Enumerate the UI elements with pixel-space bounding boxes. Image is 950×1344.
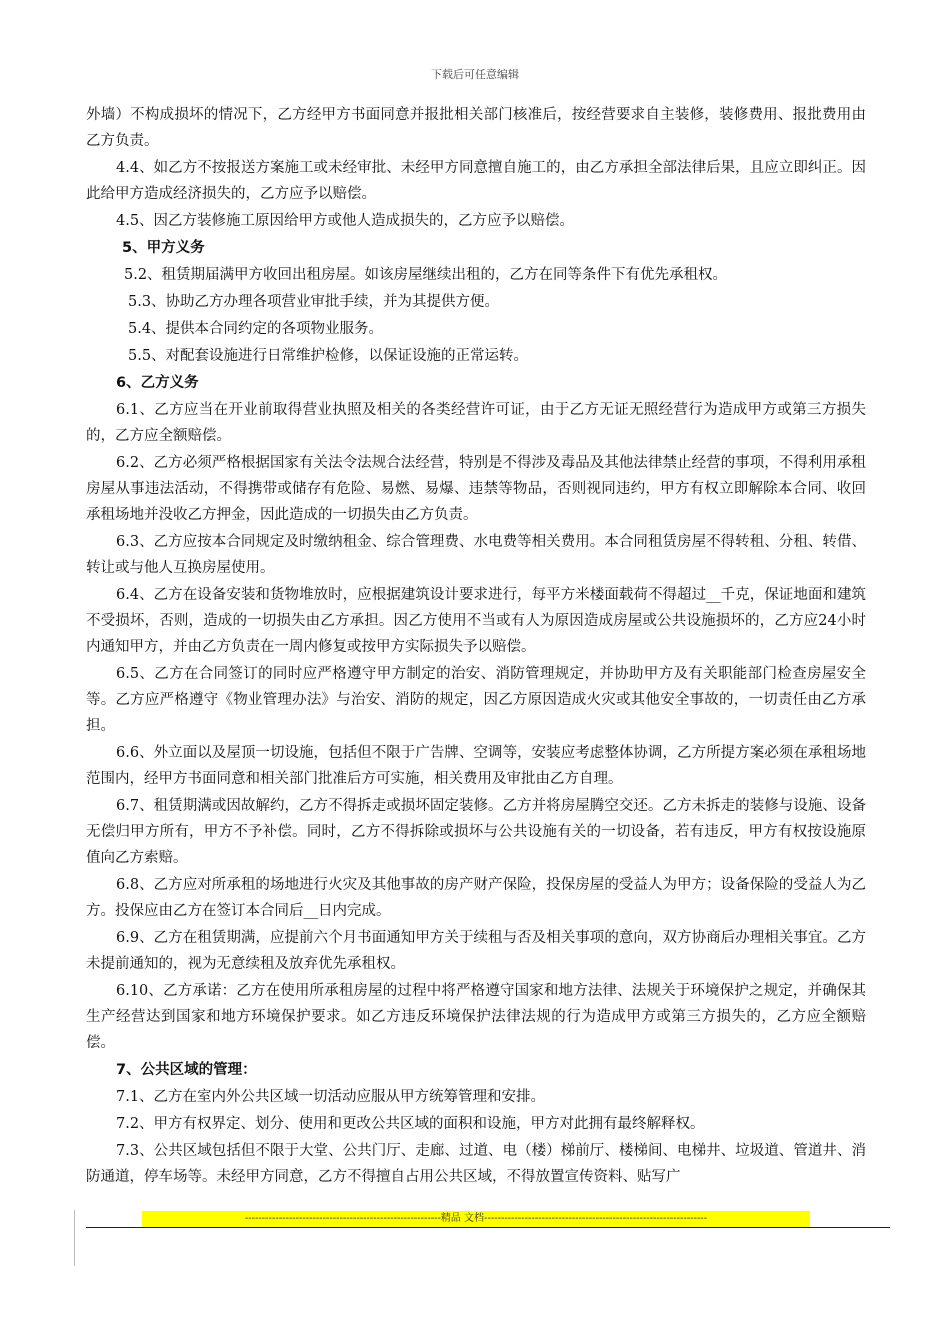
clause-paragraph: 4.4、如乙方不按报送方案施工或未经审批、未经甲方同意擅自施工的，由乙方承担全部法律后果，且应立即纠正。因此给甲方造成经济损失的，乙方应予以赔偿。	[86, 160, 866, 202]
clause-paragraph: 5.3、协助乙方办理各项营业审批手续，并为其提供方便。	[128, 294, 500, 310]
clause-paragraph: 5.4、提供本合同约定的各项物业服务。	[128, 321, 384, 337]
clause-paragraph: 5.2、租赁期届满甲方收回出租房屋。如该房屋继续出租的，乙方在同等条件下有优先承租权。	[124, 267, 728, 283]
clause-paragraph: 6.9、乙方在租赁期满，应提前六个月书面通知甲方关于续租与否及相关事项的意向，双方协商后办理相关事宜。乙方未提前通知的，视为无意续租及放弃优先承租权。	[86, 930, 866, 972]
clause-paragraph: 6.8、乙方应对所承租的场地进行火灾及其他事故的房产财产保险，投保房屋的受益人为甲方；设备保险的受益人为乙方。投保应由乙方在签订本合同后__日内完成。	[86, 877, 866, 919]
section-heading: 7、公共区域的管理：	[116, 1062, 257, 1078]
clause-paragraph: 6.7、租赁期满或因故解约，乙方不得拆走或损坏固定装修。乙方并将房屋腾空交还。乙方未拆走的装修与设施、设备无偿归甲方所有，甲方不予补偿。同时，乙方不得拆除或损坏与公共设施有关的一切设备，若有违反，甲方有权按设施原值向乙方索赔。	[86, 798, 866, 866]
clause-paragraph: 7.2、甲方有权界定、划分、使用和更改公共区域的面积和设施，甲方对此拥有最终解释权。	[116, 1116, 705, 1132]
clause-paragraph: 4.5、因乙方装修施工原因给甲方或他人造成损失的，乙方应予以赔偿。	[116, 213, 575, 229]
clause-paragraph: 6.6、外立面以及屋顶一切设施，包括但不限于广告牌、空调等，安装应考虑整体协调，乙方所提方案必须在承租场地范围内，经甲方书面同意和相关部门批准后方可实施，相关费用及审批由乙方自理。	[86, 745, 866, 787]
margin-mark	[74, 1210, 76, 1266]
clause-paragraph: 6.10、乙方承诺：乙方在使用所承租房屋的过程中将严格遵守国家和地方法律、法规关于环境保护之规定，并确保其生产经营达到国家和地方环境保护要求。如乙方违反环境保护法律法规的行为造成甲方或第三方损失的，乙方应全额赔偿。	[86, 983, 866, 1051]
clause-paragraph: 6.4、乙方在设备安装和货物堆放时，应根据建筑设计要求进行，每平方米楼面载荷不得超过__千克，保证地面和建筑不受损坏，否则，造成的一切损失由乙方承担。因乙方使用不当或有人为原因造成房屋或公共设施损坏的，乙方应24小时内通知甲方，并由乙方负责在一周内修复或按甲方实际损失予以赔偿。	[86, 587, 866, 655]
clause-paragraph: 5.5、对配套设施进行日常维护检修，以保证设施的正常运转。	[128, 348, 529, 364]
clause-paragraph: 6.3、乙方应按本合同规定及时缴纳租金、综合管理费、水电费等相关费用。本合同租赁房屋不得转租、分租、转借、转让或与他人互换房屋使用。	[86, 534, 866, 576]
clause-paragraph: 6.1、乙方应当在开业前取得营业执照及相关的各类经营许可证，由于乙方无证无照经营行为造成甲方或第三方损失的，乙方应全额赔偿。	[86, 402, 866, 444]
clause-paragraph: 7.3、公共区域包括但不限于大堂、公共门厅、走廊、过道、电（楼）梯前厅、楼梯间、电梯井、垃圾道、管道井、消防通道，停车场等。未经甲方同意，乙方不得擅自占用公共区域，不得放置宣传资料、贴写广	[86, 1143, 866, 1185]
page-header: 下载后可任意编辑	[431, 68, 519, 81]
footer-rule	[86, 1227, 890, 1228]
clause-paragraph: 外墙）不构成损坏的情况下，乙方经甲方书面同意并报批相关部门核准后，按经营要求自主装修，装修费用、报批费用由乙方负责。	[86, 107, 866, 149]
document-body	[86, 102, 866, 1191]
section-heading: 6、乙方义务	[116, 375, 199, 391]
clause-paragraph: 7.1、乙方在室内外公共区域一切活动应服从甲方统筹管理和安排。	[116, 1089, 546, 1105]
footer-banner: ----------------------------------------------------------精品 文档------------------------------------------------------------------	[142, 1211, 810, 1227]
clause-paragraph: 6.2、乙方必须严格根据国家有关法令法规合法经营，特别是不得涉及毒品及其他法律禁止经营的事项，不得利用承租房屋从事违法活动，不得携带或储存有危险、易燃、易爆、违禁等物品，否则视同违约，甲方有权立即解除本合同、收回承租场地并没收乙方押金，因此造成的一切损失由乙方负责。	[86, 455, 866, 523]
section-heading: 5、甲方义务	[122, 240, 205, 256]
clause-paragraph: 6.5、乙方在合同签订的同时应严格遵守甲方制定的治安、消防管理规定，并协助甲方及有关职能部门检查房屋安全等。乙方应严格遵守《物业管理办法》与治安、消防的规定，因乙方原因造成火灾或其他安全事故的，一切责任由乙方承担。	[86, 666, 866, 734]
